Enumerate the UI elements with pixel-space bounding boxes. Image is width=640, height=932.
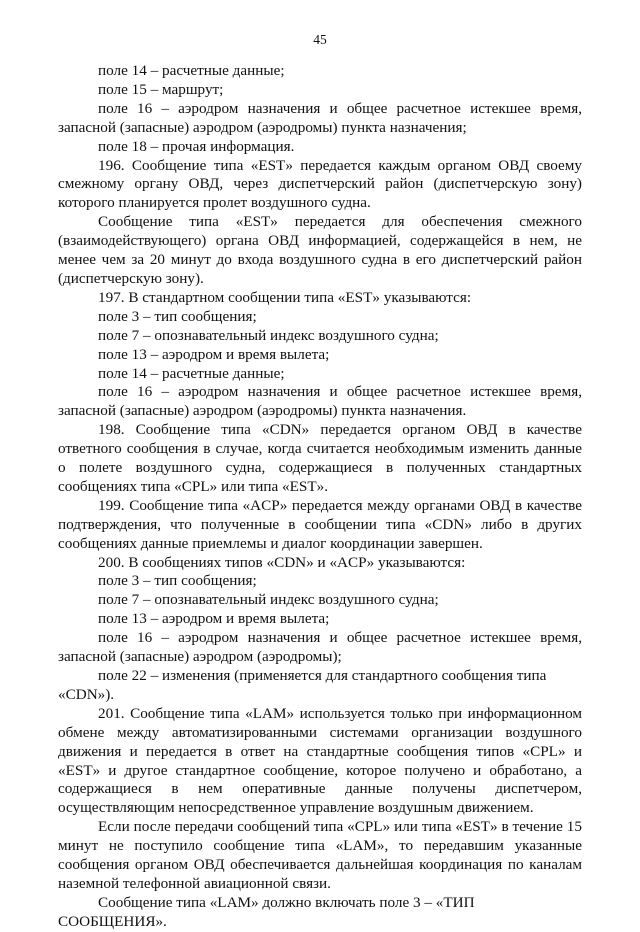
paragraph: поле 14 – расчетные данные; (98, 62, 285, 79)
paragraph: Сообщение типа «EST» передается для обеспечения смежного (взаимодействующего) органа ОВД информацией, содержащейся в нем, не менее чем за 20 минут до входа воздушного судна в его диспетчерский район (диспетчерскую зону). (58, 213, 582, 287)
paragraph: поле 7 – опознавательный индекс воздушного судна; (98, 326, 439, 344)
paragraph: поле 16 – аэродром назначения и общее расчетное истекшее время, запасной (запасные) аэродром (аэродромы) пункта назначения; (58, 99, 582, 136)
paragraph: поле 14 – расчетные данные; (98, 364, 285, 382)
paragraph: поле 7 – опознавательный индекс воздушного судна; (98, 591, 439, 609)
paragraph: 197. В стандартном сообщении типа «EST» указываются: (98, 288, 472, 306)
paragraph: Сообщение типа «LAM» должно включать поле 3 – «ТИП СООБЩЕНИЯ». (58, 893, 475, 930)
paragraph: поле 3 – тип сообщения; (98, 307, 257, 325)
page-number: 45 (313, 32, 327, 47)
paragraph: Если после передачи сообщений типа «CPL» или типа «EST» в течение 15 минут не поступило сообщение типа «LAM», то передавшим указанные сообщения органом ОВД обеспечивается дальнейшая координация по каналам наземной телефонной авиационной связи. (58, 818, 582, 892)
paragraph: поле 13 – аэродром и время вылета; (98, 345, 330, 363)
paragraph: поле 22 – изменения (применяется для стандартного сообщения типа «CDN»). (58, 667, 547, 703)
paragraph: поле 15 – маршрут; (98, 80, 224, 98)
paragraph: поле 3 – тип сообщения; (98, 572, 257, 590)
paragraph: 196. Сообщение типа «EST» передается каждым органом ОВД своему смежному органу ОВД, через диспетчерский район (диспетчерскую зону) которого планируется пролет воздушного судна. (58, 156, 582, 212)
paragraph: поле 13 – аэродром и время вылета; (98, 610, 330, 628)
paragraph: 198. Сообщение типа «CDN» передается органом ОВД в качестве ответного сообщения в случае, когда считается необходимым изменить данные о полете воздушного судна, содержащиеся в полученных стандартных сообщениях типа «CPL» или типа «EST». (58, 421, 582, 495)
paragraph: 201. Сообщение типа «LAM» используется только при информационном обмене между автоматизированными системами организации воздушного движения и передается в ответ на стандартные сообщения типов «CPL» и «EST» и другое стандартное сообщение, которое получено и обработано, а содержащиеся в нем оперативные данные получены диспетчером, осуществляющим непосредственное управление воздушным движением. (58, 704, 582, 817)
paragraph: 199. Сообщение типа «ACP» передается между органами ОВД в качестве подтверждения, что полученные в сообщении типа «CDN» либо в других сообщениях данные приемлемы и диалог координации завершен. (58, 496, 582, 552)
paragraph: поле 18 – прочая информация. (98, 137, 295, 155)
paragraph: поле 16 – аэродром назначения и общее расчетное истекшее время, запасной (запасные) аэродром (аэродромы) пункта назначения. (58, 383, 582, 420)
document-body (58, 62, 582, 932)
paragraph: поле 16 – аэродром назначения и общее расчетное истекшее время, запасной (запасные) аэродром (аэродромы); (58, 629, 582, 666)
paragraph: 200. В сообщениях типов «CDN» и «ACP» указываются: (98, 553, 466, 571)
